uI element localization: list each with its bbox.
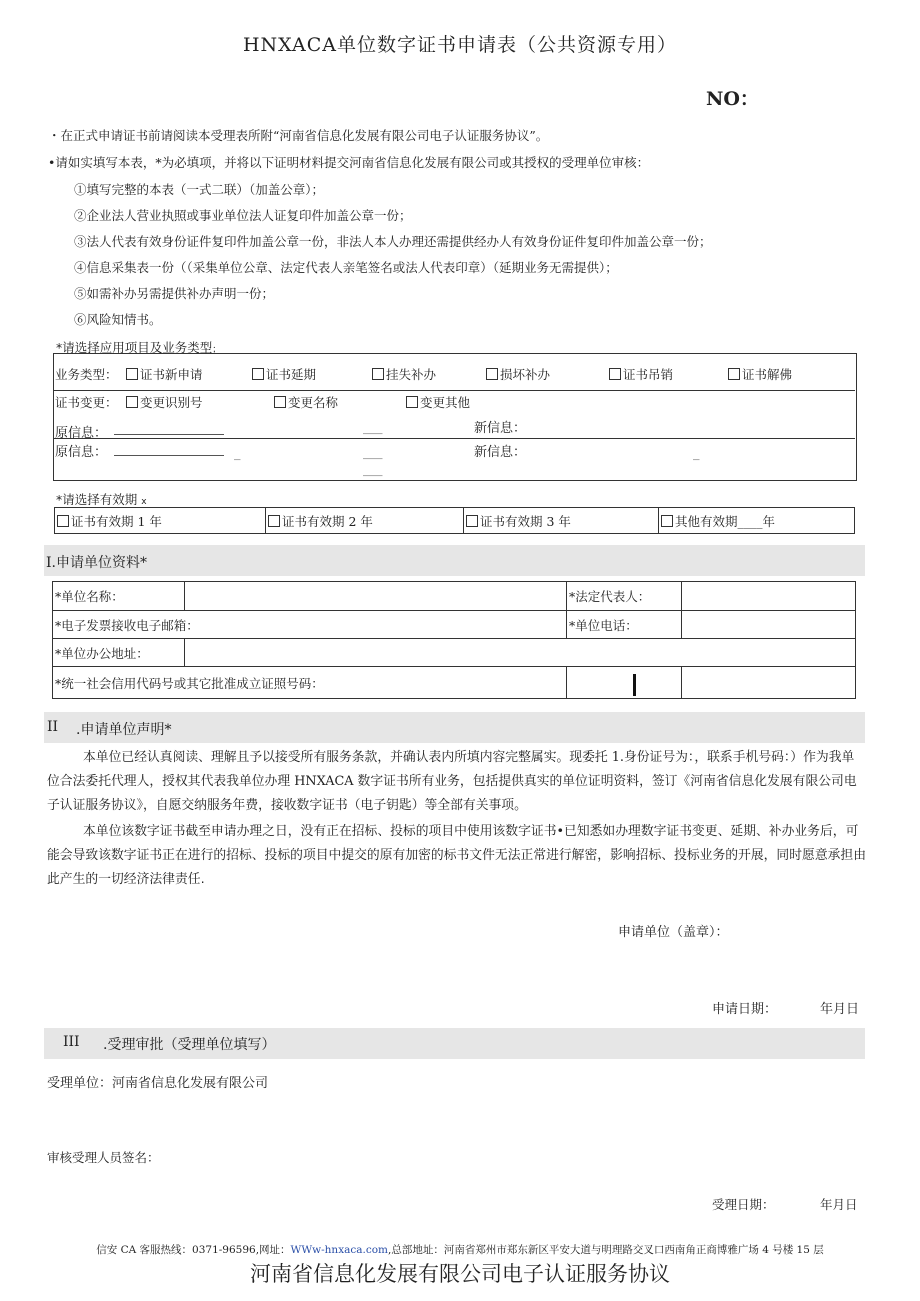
orig-info-underline[interactable] — [114, 434, 224, 435]
biz-option-unlock[interactable]: 证书解佛 — [728, 365, 792, 383]
unit-name-input[interactable] — [185, 582, 567, 611]
dash-mark: ___ — [363, 420, 383, 435]
section2-number: II — [47, 719, 59, 735]
legal-rep-label: *法定代表人： — [567, 582, 682, 611]
checkbox[interactable] — [274, 396, 286, 408]
checkbox[interactable] — [609, 368, 621, 380]
apply-date-value: 年月日 — [820, 1002, 860, 1017]
website-link[interactable]: WWw-hnxaca.com — [290, 1244, 389, 1256]
change-option-name[interactable]: 变更名称 — [274, 393, 338, 411]
validity-option-other[interactable]: 其他有效期____年 — [659, 508, 855, 534]
biz-type-label: 业务类型： — [55, 367, 118, 382]
material-item: ④信息采集表一份（（采集单位公章、法定代表人亲笔签名或法人代表印章）（延期业务无需提供）； — [74, 260, 618, 275]
declaration-para-1: 本单位已经认真阅读、理解且予以接受所有服务条款，并确认表内所填内容完整属实。现委托 1.身份证号为：，联系手机号码：）作为我单位合法委托代理人，授权其代表我单位办理 HNXACA 数字证书所有业务，包括提供真实的单位证明资料，签订《河南省信息化发展有限公司电子认证服务协议》，自愿交纳服务年费，接收数字证书（电子钥匙）等全部有关事项。 — [47, 750, 857, 813]
section1-bar — [44, 545, 865, 576]
accept-date-value: 年月日 — [820, 1197, 858, 1212]
credit-code-input[interactable] — [567, 667, 682, 699]
change-option-other[interactable]: 变更其他 — [406, 393, 470, 411]
material-item: ③法人代表有效身份证件复印件加盖公章一份，非法人本人办理还需提供经办人有效身份证件复印件加盖公章一份； — [74, 234, 712, 249]
declaration-para-2: 本单位该数字证书截至申请办理之日，没有正在招标、投标的项目中使用该数字证书•已知悉如办理数字证书变更、延期、补办业务后，可能会导致该数字证书正在进行的招标、投标的项目中提交的原有加密的标书文件无法正常进行解密，影响招标、投标业务的开展，同时愿意承担由此产生的一切经济法律责任. — [47, 824, 866, 887]
validity-table — [54, 507, 855, 534]
checkbox[interactable] — [252, 368, 264, 380]
biz-option-damaged[interactable]: 损坏补办 — [486, 365, 550, 383]
accept-date-label: 受理日期： — [712, 1197, 775, 1212]
form-number-label: NO： — [706, 88, 759, 110]
section1-title: Ⅰ.申请单位资料* — [46, 555, 147, 571]
material-item: ②企业法人营业执照或事业单位法人证复印件加盖公章一份； — [74, 208, 412, 223]
material-item: ⑤如需补办另需提供补办声明一份； — [74, 286, 275, 301]
dash-mark: _ — [693, 446, 700, 461]
validity-heading: *请选择有效期 x — [56, 492, 147, 507]
checkbox[interactable] — [466, 515, 478, 527]
apply-divider — [53, 438, 855, 439]
checkbox[interactable] — [406, 396, 418, 408]
checkbox[interactable] — [372, 368, 384, 380]
years-blank[interactable]: ____ — [737, 513, 763, 529]
change-option-id[interactable]: 变更识别号 — [126, 393, 203, 411]
dash-mark: _ — [234, 446, 241, 461]
biz-option-lost[interactable]: 挂失补办 — [372, 365, 436, 383]
text-cursor — [633, 674, 636, 696]
checkbox[interactable] — [126, 396, 138, 408]
checkbox[interactable] — [268, 515, 280, 527]
checkbox[interactable] — [126, 368, 138, 380]
change-label: 证书变更： — [55, 395, 118, 410]
credit-code-label: *统一社会信用代码号或其它批准成立证照号码： — [53, 667, 567, 699]
material-item: ⑥风险知情书。 — [74, 312, 162, 327]
notice-line-1: ・在正式申请证书前请阅读本受理表所附“河南省信息化发展有限公司电子认证服务协议”。 — [48, 128, 549, 143]
validity-option-2y[interactable]: 证书有效期 2 年 — [266, 508, 464, 534]
email-label: *电子发票接收电子邮箱： — [53, 611, 567, 639]
unit-name-label: *单位名称： — [53, 582, 185, 611]
phone-label: *单位电话： — [567, 611, 682, 639]
biz-option-renew[interactable]: 证书延期 — [252, 365, 316, 383]
unit-info-table — [52, 581, 856, 699]
accept-unit: 受理单位：河南省信息化发展有限公司 — [47, 1076, 269, 1091]
phone-input[interactable] — [682, 611, 856, 639]
validity-option-3y[interactable]: 证书有效期 3 年 — [464, 508, 659, 534]
legal-rep-input[interactable] — [682, 582, 856, 611]
address-input[interactable] — [185, 639, 856, 667]
dash-mark: ___ — [363, 445, 383, 460]
section3-title: .受理审批（受理单位填写） — [103, 1037, 276, 1053]
checkbox[interactable] — [661, 515, 673, 527]
footer-contact: 信安 CA 客服热线：0371-96596,网址：WWw-hnxaca.com,总部地址：河南省郑州市郑东新区平安大道与明理路交叉口西南角正商博雅广场 4 号楼 15 层 — [96, 1244, 824, 1256]
address-label: *单位办公地址： — [53, 639, 185, 667]
apply-heading: *请选择应用项目及业务类型； — [56, 340, 222, 355]
orig-info-label-1: 原信息： — [55, 426, 108, 441]
checkbox[interactable] — [57, 515, 69, 527]
orig-info-underline[interactable] — [114, 455, 224, 456]
seal-label: 申请单位（盖章）： — [618, 925, 729, 940]
checkbox[interactable] — [728, 368, 740, 380]
new-info-label-1: 新信息： — [474, 421, 527, 436]
form-title: HNXACA单位数字证书申请表（公共资源专用） — [242, 34, 678, 56]
dash-mark: ___ — [363, 462, 383, 477]
credit-code-input-2[interactable] — [682, 667, 856, 699]
validity-option-1y[interactable]: 证书有效期 1 年 — [55, 508, 266, 534]
material-item: ①填写完整的本表（一式二联）（加盖公章）； — [74, 182, 325, 197]
next-page-title: 河南省信息化发展有限公司电子认证服务协议 — [250, 1262, 670, 1286]
apply-date-label: 申请日期： — [712, 1002, 778, 1017]
section3-number: III — [63, 1034, 80, 1050]
signer-label: 审核受理人员签名： — [47, 1150, 160, 1165]
checkbox[interactable] — [486, 368, 498, 380]
new-info-label-2: 新信息： — [474, 445, 527, 460]
notice-line-2: •请如实填写本表，*为必填项，并将以下证明材料提交河南省信息化发展有限公司或其授权的受理单位审核： — [48, 155, 650, 170]
biz-option-new[interactable]: 证书新申请 — [126, 365, 203, 383]
section2-title: .申请单位声明* — [76, 722, 172, 738]
biz-option-revoke[interactable]: 证书吊销 — [609, 365, 673, 383]
apply-divider — [53, 390, 855, 391]
orig-info-label-2: 原信息： — [55, 445, 108, 460]
